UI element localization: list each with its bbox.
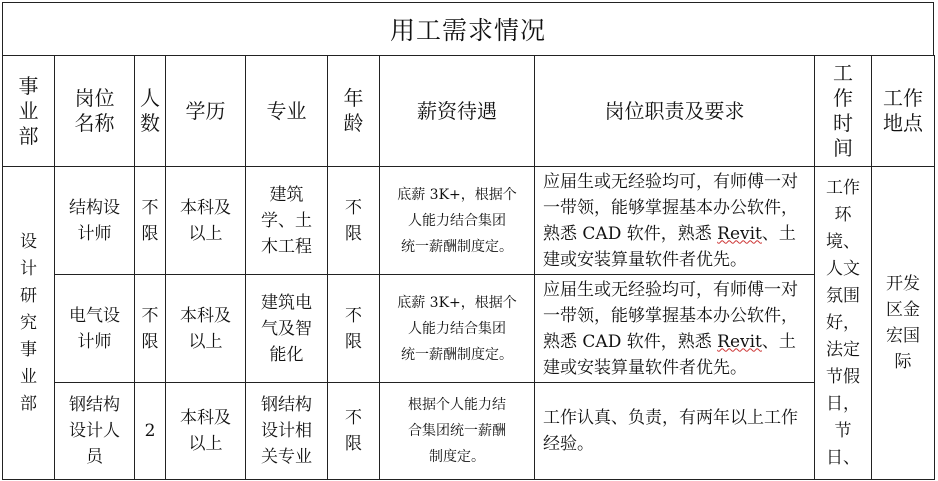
duties-text: 应届生或无经验均可，有师傅一对一带领，能够掌握基本办公软件，熟悉 CAD 软件，熟悉 bbox=[543, 171, 798, 244]
duties-text: 应届生或无经验均可，有师傅一对一带领，能够掌握基本办公软件，熟悉 CAD 软件，熟悉 bbox=[543, 279, 798, 352]
header-major: 专业 bbox=[246, 56, 328, 167]
count-cell: 2 bbox=[135, 383, 166, 480]
dept-cell: 设 计 研 究 事 业 部 bbox=[3, 167, 55, 480]
duties-cell bbox=[535, 383, 815, 480]
table-row bbox=[3, 167, 935, 275]
salary-cell: 底薪 3K+，根据个 人能力结合集团 统一薪酬制度定。 bbox=[380, 167, 535, 275]
table-row bbox=[3, 275, 935, 383]
salary-cell: 底薪 3K+，根据个 人能力结合集团 统一薪酬制度定。 bbox=[380, 275, 535, 383]
education-cell: 本科及 以上 bbox=[166, 275, 246, 383]
age-cell: 不 限 bbox=[328, 275, 380, 383]
header-hours: 工 作 时 间 bbox=[815, 56, 872, 167]
major-cell: 建筑 学、土 木工程 bbox=[246, 167, 328, 275]
location-cell: 开发 区金 宏国 际 bbox=[872, 167, 935, 480]
duties-text-tail: 、土建或安装算量软件者优先。 bbox=[543, 223, 796, 270]
duties-text: 工作认真、负责，有两年以上工作经验。 bbox=[543, 408, 798, 454]
header-education: 学历 bbox=[166, 56, 246, 167]
duties-keyword: Revit bbox=[717, 331, 762, 352]
duties-cell bbox=[535, 167, 815, 275]
count-cell: 不 限 bbox=[135, 167, 166, 275]
education-cell: 本科及 以上 bbox=[166, 167, 246, 275]
education-cell: 本科及 以上 bbox=[166, 383, 246, 480]
position-cell: 结构设 计师 bbox=[55, 167, 135, 275]
duties-keyword: Revit bbox=[717, 223, 762, 244]
recruitment-table bbox=[2, 55, 935, 480]
duties-text-tail: 、土建或安装算量软件者优先。 bbox=[543, 331, 796, 378]
major-cell: 建筑电 气及智 能化 bbox=[246, 275, 328, 383]
table-row bbox=[3, 383, 935, 480]
header-position: 岗位 名称 bbox=[55, 56, 135, 167]
table-title: 用工需求情况 bbox=[2, 2, 934, 56]
hours-cell: 工作 环 境、 人文 氛围 好， 法定 节假 日， 节 日、 bbox=[815, 167, 872, 480]
position-cell: 钢结构 设计人 员 bbox=[55, 383, 135, 480]
header-count: 人 数 bbox=[135, 56, 166, 167]
count-cell: 不 限 bbox=[135, 275, 166, 383]
position-cell: 电气设 计师 bbox=[55, 275, 135, 383]
age-cell: 不 限 bbox=[328, 167, 380, 275]
header-duties: 岗位职责及要求 bbox=[535, 56, 815, 167]
duties-cell bbox=[535, 275, 815, 383]
header-location: 工作 地点 bbox=[872, 56, 935, 167]
salary-cell: 根据个人能力结 合集团统一薪酬 制度定。 bbox=[380, 383, 535, 480]
major-cell: 钢结构 设计相 关专业 bbox=[246, 383, 328, 480]
header-row bbox=[3, 56, 935, 167]
header-dept: 事 业 部 bbox=[3, 56, 55, 167]
header-age: 年 龄 bbox=[328, 56, 380, 167]
header-salary: 薪资待遇 bbox=[380, 56, 535, 167]
age-cell: 不 限 bbox=[328, 383, 380, 480]
